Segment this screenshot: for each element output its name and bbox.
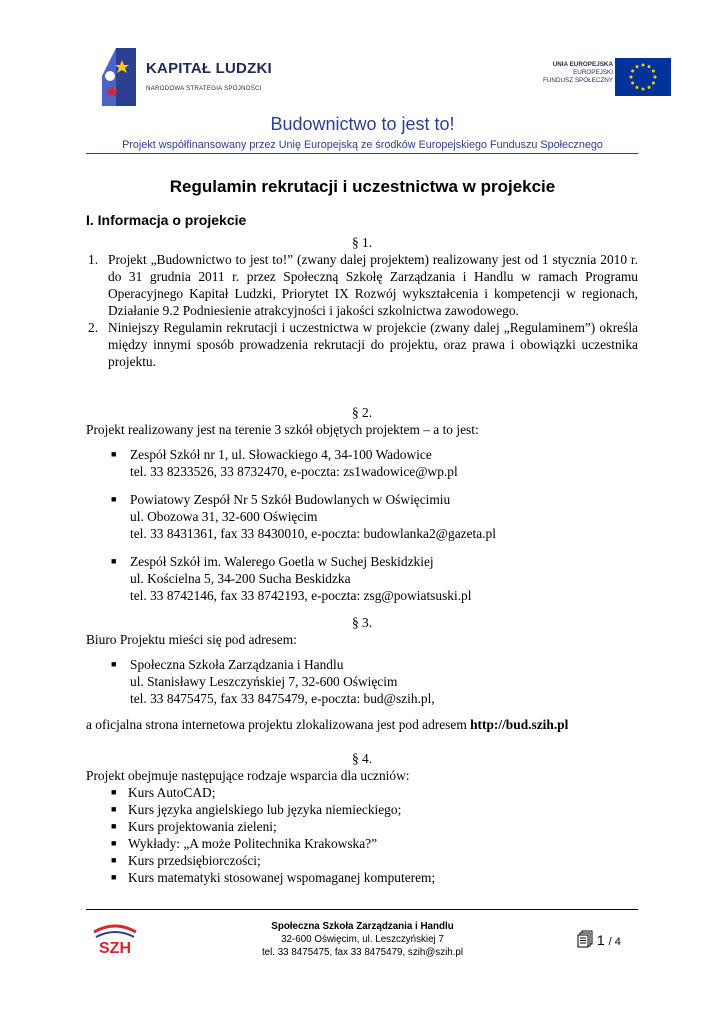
document-title: Regulamin rekrutacji i uczestnictwa w projekcie [169,177,556,196]
eu-line-2: EUROPEJSKI [573,69,613,76]
school-address: ul. Obozowa 31, 32-600 Oświęcim [130,509,318,524]
eu-star-icon [652,82,655,85]
office-address: ul. Stanisławy Leszczyńskiej 7, 32-600 Oświęcim [130,674,398,689]
office-contact: tel. 33 8475475, fax 33 8475479, e-poczta: bud@szih.pl, [130,691,435,706]
eu-star-icon [648,86,651,89]
item-number: 1. [88,252,99,267]
list-item [86,319,638,370]
eu-star-icon [630,76,633,79]
support-item: Kurs przedsiębiorczości; [128,853,261,868]
eu-star-icon [631,70,634,73]
website-link[interactable]: http://bud.szih.pl [470,717,569,732]
paragraph-symbol-4: § 4. [351,751,373,766]
bullet-icon: ■ [111,449,117,459]
item-text: Projekt „Budownictwo to jest to!” (zwany dalej projektem) realizowany jest od 1 stycznia 2010 r. do 31 grudnia 2011 r. przez Społeczną Szkołę Zarządzania i Handlu w ramach Programu Operacyjnego Kapitał Ludzki, Priorytet IX Rozwój wykształcenia i kompetencji w regionach, Działanie 9.2 Podniesienie atrakcyjności i jakości szkolnictwa zawodowego. [108,252,638,318]
schools-list [108,446,638,615]
eu-line-1: UNIA EUROPEJSKA [552,61,613,68]
page-total: / 4 [608,936,621,948]
kapital-ludzki-title: KAPITAŁ LUDZKI [146,60,272,77]
paragraph-2-intro: Projekt realizowany jest na terenie 3 szkół objętych projektem – a to jest: [86,422,479,437]
support-item: Kurs projektowania zieleni; [128,819,277,834]
bullet-icon: ■ [111,872,117,882]
eu-line-3: FUNDUSZ SPOŁECZNY [543,77,613,84]
eu-star-icon [636,65,639,68]
school-address: ul. Kościelna 5, 34-200 Sucha Beskidzka [130,571,351,586]
bullet-icon: ■ [111,804,117,814]
list-item [86,835,616,852]
paragraph-3-intro: Biuro Projektu mieści się pod adresem: [86,632,297,647]
support-item: Kurs matematyki stosowanej wspomaganej komputerem; [128,870,436,885]
item-number: 2. [88,320,99,335]
website-line [86,716,646,733]
bullet-icon: ■ [111,494,117,504]
support-item: Wykłady: „A może Politechnika Krakowska?” [128,836,378,851]
bullet-icon: ■ [111,556,117,566]
footer-line-3: tel. 33 8475475, fax 33 8475479, szih@szih.pl [261,947,464,958]
list-item [86,784,616,801]
bullet-icon: ■ [111,821,117,831]
support-item: Kurs AutoCAD; [128,785,216,800]
eu-star-icon [654,76,657,79]
document-pages-icon [577,930,593,948]
office-name: Społeczna Szkoła Zarządzania i Handlu [130,657,344,672]
paragraph-symbol-3: § 3. [351,615,373,630]
school-name: Powiatowy Zespół Nr 5 Szkół Budowlanych w Oświęcimiu [130,492,451,507]
support-list [86,784,616,886]
header-divider [86,153,638,154]
footer-line-1: Społeczna Szkoła Zarządzania i Handlu [271,921,454,932]
paragraph-4-intro: Projekt obejmuje następujące rodzaje wsparcia dla uczniów: [86,768,410,783]
list-item [86,818,616,835]
eu-star-icon [652,70,655,73]
list-item [86,869,616,886]
page-number: 1 [596,932,605,948]
paragraph-symbol-2: § 2. [351,405,373,420]
list-item [108,656,638,707]
school-name: Zespół Szkół im. Walerego Goetla w Suchej Beskidzkiej [130,554,434,569]
school-contact: tel. 33 8431361, fax 33 8430010, e-poczta: budowlanka2@gazeta.pl [130,526,496,541]
eu-star-icon [631,82,634,85]
footer-divider [86,909,638,910]
project-name: Budownictwo to jest to! [270,114,455,134]
bullet-icon: ■ [111,838,117,848]
kapital-ludzki-emblem-icon [96,46,142,108]
list-item [86,251,638,319]
list-item [108,553,638,604]
bullet-icon: ■ [111,855,117,865]
item-text: Niniejszy Regulamin rekrutacji i uczestnictwa w projekcie (zwany dalej „Regulaminem”) określa między innymi sposób prowadzenia rekrutacji do projektu, oraz prawa i obowiązki uczestnika projektu. [108,320,638,369]
website-text: a oficjalna strona internetowa projektu zlokalizowana jest pod adresem [86,717,471,732]
list-item [86,852,616,869]
list-item [86,801,616,818]
list-item [108,446,638,480]
support-item: Kurs języka angielskiego lub języka niemieckiego; [128,802,402,817]
footer-line-2: 32-600 Oświęcim, ul. Leszczyńskiej 7 [281,934,444,945]
school-name: Zespół Szkół nr 1, ul. Słowackiego 4, 34-100 Wadowice [130,447,432,462]
kapital-ludzki-subtitle: NARODOWA STRATEGIA SPÓJNOŚCI [146,85,262,92]
list-item [108,491,638,542]
office-list [108,656,638,707]
section-heading: I. Informacja o projekcie [86,212,247,228]
szh-logo-text: SZH [99,940,131,956]
cofinancing-note: Projekt współfinansowany przez Unię Europejską ze środków Europejskiego Funduszu Społecznego [122,139,603,151]
eu-flag-icon [615,58,671,96]
bullet-icon: ■ [111,787,117,797]
school-contact: tel. 33 8742146, fax 33 8742193, e-poczta: zsg@powiatsuski.pl [130,588,472,603]
paragraph-symbol-1: § 1. [351,235,373,250]
school-contact: tel. 33 8233526, 33 8732470, e-poczta: zs1wadowice@wp.pl [130,464,458,479]
eu-star-icon [642,64,645,67]
eu-fund-label [543,61,613,85]
page-indicator [577,930,621,951]
eu-star-icon [642,88,645,91]
kapital-ludzki-logo [96,46,276,108]
bullet-icon: ■ [111,659,117,669]
paragraph-1-list [86,251,638,370]
eu-star-icon [636,86,639,89]
eu-star-icon [648,65,651,68]
